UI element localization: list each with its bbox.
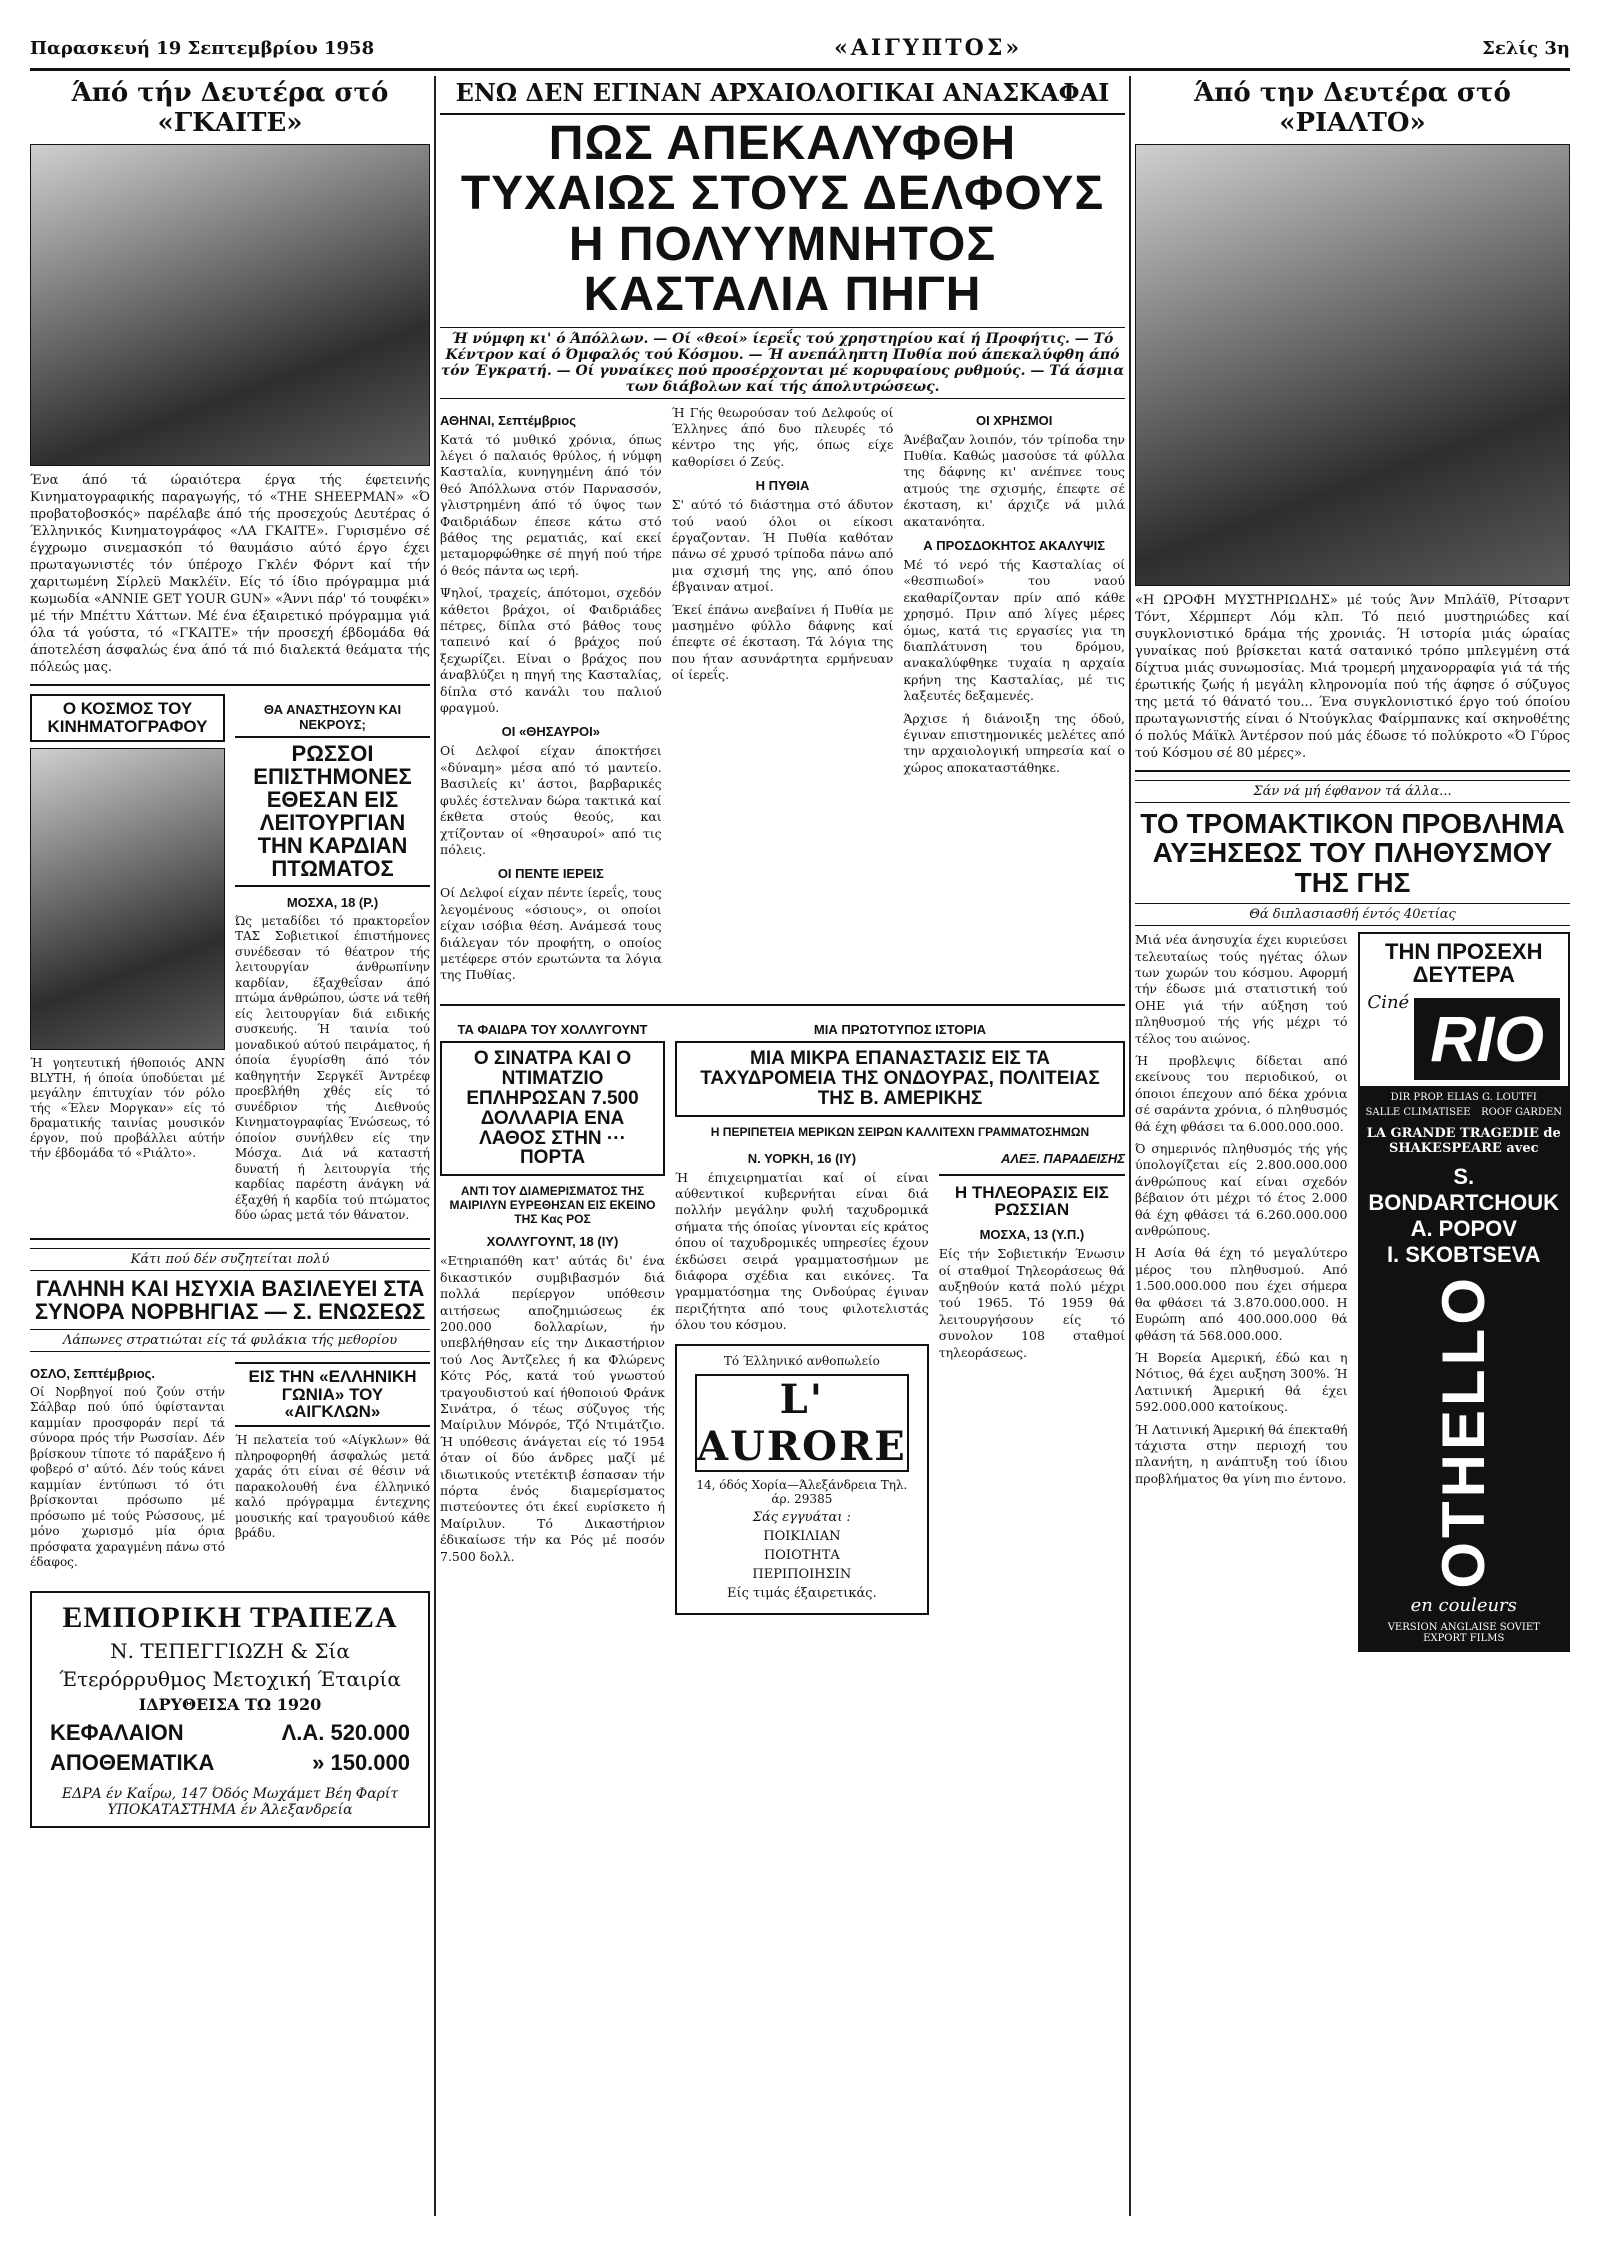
norway-body: Οί Νορβηγοί πού ζούν στήν Σάλβαρ πού ύπό ύφίστανται καμμίαν προσφοράν περί τά σύνορα πρός τήν Ρωσσίαν. Δέν βρίσκουν τίποτε τό παράξενο ή φοβερό σ' αύτό. Δέν τούς κάνει καμμίαν έντύπωσι τό ότι βρίσκονται πρόσωπο μέ πρόσωπο μέ τούς Ρώσσους, μέ μόνο χωρισμό μία όρια πρόσφατα χαραγμένη πάνω στό έδαφος. <box>30 1384 225 1570</box>
rio-cine-label: Ciné <box>1367 992 1410 1014</box>
lower-center <box>440 1014 1125 1615</box>
norway-col-b <box>235 1358 430 1577</box>
delphi-headline: ΠΩΣ ΑΠΕΚΑΛΥΦΘΗ ΤΥΧΑΙΩΣ ΣΤΟΥΣ ΔΕΛΦΟΥΣ Η ΠΟΛΥΥΜΝΗΤΟΣ ΚΑΣΤΑΛΙΑ ΠΗΓΗ <box>460 117 1105 322</box>
aurore-footer: Είς τιμάς έξαιρετικάς. <box>727 1585 877 1601</box>
gwnia-body: Ή πελατεία τού «Αίγκλων» θά πληροφορηθή άσφαλώς μετά χαράς ότι είναι σέ θέσιν νά παρακολουθή ένα έλληνικό καλό πρόγραμμα έντεχνης μουσικής καί τραγουδιού κάθε βράδυ. <box>235 1433 430 1541</box>
rio-kicker: ΤΗΝ ΠΡΟΣΕΧΗ ΔΕΥΤΕΡΑ <box>1385 939 1543 988</box>
delphi-paragraph: Μέ τό νερό τής Κασταλίας οί «θεσπιωδοί» του ναού εκαθαρίζονταν πρίν από κάθε χρησμό. Πριν από λίγες μέρες όμως, κατά τις εργασίες για τη διαπλάτυνση του δρόμου, ανακαλύφθηκε τυχαία η αρχαία κρήνη της Κασταλίας, μέ τις λαξευτές δεξαμενές. <box>903 557 1126 704</box>
postal-subhead: Η ΠΕΡΙΠΕΤΕΙΑ ΜΕΡΙΚΩΝ ΣΕΙΡΩΝ ΚΑΛΛΙΤΕΧΝ ΓΡΑΜΜΑΤΟΣΗΜΩΝ <box>710 1124 1090 1139</box>
delphi-paragraph: Ψηλοί, τραχείς, άπότομοι, σχεδόν κάθετοι βράχοι, οί Φαιδριάδες πέτρες, δίπλα στό βάθος τους ταπεινό καί ό βράχος πού ξεχωρίζει. Είναι ο βράχος που άναβλύζει η πηγή της Κασταλίας, δίπλα στό κανάλι του παλιού φραγμού. <box>440 585 662 716</box>
aurore-item: ΠΟΙΟΤΗΤΑ <box>763 1547 840 1563</box>
norway-columns <box>30 1358 430 1577</box>
rio-logo: RIO <box>1414 998 1560 1080</box>
bank-owner: Ν. ΤΕΠΕΓΓΙΩΖΗ & Σία <box>110 1638 350 1663</box>
aurore-advertisement <box>675 1344 929 1615</box>
norway-headline: ΓΑΛΗΝΗ ΚΑΙ ΗΣΥΧΙΑ ΒΑΣΙΛΕΥΕΙ ΣΤΑ ΣΥΝΟΡΑ ΝΟΡΒΗΓΙΑΣ — Σ. ΕΝΩΣΕΩΣ <box>34 1275 426 1324</box>
bank-type: Έτερόρρυθμος Μετοχική Έταιρία <box>59 1666 401 1691</box>
norway-kicker: Κάτι πού δέν συζητείται πολύ <box>30 1248 430 1271</box>
sinatra-subhead: ΑΝΤΙ ΤΟΥ ΔΙΑΜΕΡΙΣΜΑΤΟΣ ΤΗΣ ΜΑΙΡΙΛΥΝ ΕΥΡΕΘΗΣΑΝ ΕΙΣ ΕΚΕΙΝΟ ΤΗΣ Κας ΡΟΣ <box>449 1184 656 1227</box>
delphi-section-title: Η ΠΥΘΙΑ <box>755 478 810 494</box>
delphi-subhead: Ή νύμφη κι' ό Άπόλλων. — Οί «θεοί» ίερεΐς τού χρηστηρίου καί ή Προφήτις. — Τό Κέντρον καί ό Όμφαλός τού Κόσμου. — Ή ανεπάληπτη Πυθία πού άπεκαλύφθη άπό τόν Έγκρατή. — Οί γυναίκες πού προσέρχονται μέ κορυφαίους ρυθμούς. — Τά άσμια των διάβολων καί τής άπολυτρώσεως. <box>440 327 1125 399</box>
rio-cast-member: A. POPOV <box>1410 1216 1517 1242</box>
sinatra-headline: Ο ΣΙΝΑΤΡΑ ΚΑΙ Ο ΝΤΙΜΑΤΖΙΟ ΕΠΛΗΡΩΣΑΝ 7.500 ΔΟΛΛΑΡΙΑ ΕΝΑ ΛΑΘΟΣ ΣΤΗΝ ··· ΠΟΡΤΑ <box>440 1041 665 1177</box>
aurore-brand: L' AURORE <box>697 1375 907 1470</box>
population-paragraph: Μιά νέα άνησυχία έχει κυριεύσει τελευταίως τούς ηγέτας όλων των χωρών του κόσμου. Αφορμή τήν έδωσε μιά στατιστική τού ΟΗΕ γιά τήν αύξηση τού πληθυσμού τής γής μέχρι τό τέλος του αιώνος. <box>1135 932 1348 1046</box>
population-col-b <box>1358 932 1571 1652</box>
postal-col-b <box>939 1143 1125 1615</box>
delphi-col-a <box>440 405 662 990</box>
postal-kicker: ΜΙΑ ΠΡΩΤΟΤΥΠΟΣ ΙΣΤΟΡΙΑ <box>813 1021 987 1037</box>
delphi-col-c <box>903 405 1125 990</box>
column-rule <box>1129 76 1131 2216</box>
population-paragraph: Ή προβλεψις δίδεται από εκείνους του περιοδικού, οι όποιοι έπεχουν από δέκα χρόνια σέ σαράντα χρόνια, ό πληθυσμός θά έχη φθάσει τα 6.000.000.000. <box>1135 1053 1348 1134</box>
goethe-kicker: Άπό τήν Δευτέρα στό «ΓΚΑΙΤΕ» <box>71 78 389 138</box>
aurore-address: 14, όδός Χορία—Άλεξάνδρεια Τηλ. άρ. 29385 <box>696 1477 908 1506</box>
postal-col-a <box>675 1143 929 1615</box>
population-subhead: Θά διπλασιασθή έντός 40ετίας <box>1135 903 1570 926</box>
heart-headline: ΡΩΣΣΟΙ ΕΠΙΣΤΗΜΟΝΕΣ ΕΘΕΣΑΝ ΕΙΣ ΛΕΙΤΟΥΡΓΙΑΝ ΤΗΝ ΚΑΡΔΙΑΝ ΠΤΩΜΑΤΟΣ <box>235 736 430 887</box>
delphi-paragraph: Οί Δελφοί είχαν άποκτήσει «δύναμη» μέσα από τό μαντείο. Βασιλείς κι' άστοι, βαρβαρικές φυλές έστελναν δώρα τακτικά καί έκθετα στούς θεούς, και χτίζονταν οί «θησαυροί» από τις πόλεις. <box>440 743 662 857</box>
divider <box>30 684 430 686</box>
tv-body: Είς τήν Σοβιετικήν Ένωσιν οί σταθμοί Τηλεοράσεως θά αυξηθούν κατά πολύ μέχρι τού 1965. Τό 1959 θά λειτουργήσουν είς τό συνολον 108 σταθμοί τηλεοράσεως. <box>938 1246 1125 1360</box>
rio-film-title: OTHELLO <box>1430 1274 1498 1589</box>
center-column <box>440 76 1125 1615</box>
heart-dateline: ΜΟΣΧΑ, 18 (Ρ.) <box>286 894 379 910</box>
delphi-paragraph: Κατά τό μυθικό χρόνια, όπως λέγει ό παλαιός θρύλος, ή νύμφη Κασταλία, κυνηγημένη άπό τόν θεό Άπόλλωνα στόν Παρνασσόν, γλιστρημένη άπό τό ύψος των Φαιδριάδων έπεσε κάτω στό βάθος της ρεματιάς, καί εκεί μεταμορφώθηκε σέ πηγή πού τήρε ό θεός πάντα ως ιερή. <box>440 431 662 578</box>
delphi-col-b <box>672 405 894 990</box>
sinatra-dateline: ΧΟΛΛΥΓΟΥΝΤ, 18 (ΙΥ) <box>486 1234 619 1250</box>
cinema-and-heart <box>30 694 430 1230</box>
rio-banner <box>1360 1086 1569 1650</box>
population-paragraph: Ή Βορεία Αμερική, έδώ και η Νότιος, θά έχει αυξηση 300%. Ή Λατινική Άμερική θά έχει 592.000.000 κατοίκους. <box>1135 1349 1348 1415</box>
bank-capital-label: ΚΕΦΑΛΑΙΟΝ <box>50 1719 184 1745</box>
bank-founded: ΙΔΡΥΘΕΙΣΑ ΤΩ 1920 <box>138 1694 322 1714</box>
rio-colour-note: en couleurs <box>1410 1595 1517 1616</box>
heart-body: Ώς μεταδίδει τό πρακτορεΐον ΤΑΣ Σοβιετικοί έπιστήμονες συνέδεσαν τό θέατρον τής λειτουργίαν άνθρωπίνην καρδίαν, έξαχθεΐσαν άπό πτώμα άνθρώπου, ώστε νά τεθή είς λειτουργίαν διά ειδικής συσκευής. Ή ταινία τού μοναδικού αύτού πειράματος, ή όποία έγυρίσθη άπό τόν καθηγητήν Σεργκέϊ Άντρέεφ προεβλήθη χθές είς τό συνέδριον τής Διεθνούς Κινηματογραφίας Ένώσεως, τό όποίον συνήλθεν είς την Μόσχα. Διά νά καταστή δυνατή ή λειτουργία τής καρδίας παρέστη άνάγκη νά έξαχθή ή καρδία τού πτώματος δύο ώρας μετά τόν θάνατον. <box>235 913 430 1223</box>
divider <box>939 1174 1125 1176</box>
bank-reserves-value: » 150.000 <box>312 1749 410 1775</box>
population-headline: ΤΟ ΤΡΟΜΑΚΤΙΚΟΝ ΠΡΟΒΛΗΜΑ ΑΥΞΗΣΕΩΣ ΤΟΥ ΠΛΗΘΥΣΜΟΥ ΤΗΣ ΓΗΣ <box>1140 808 1565 898</box>
bank-name: ΕΜΠΟΡΙΚΗ ΤΡΑΠΕΖΑ <box>62 1600 398 1634</box>
postal-body: Ή έπιχειρηματίαι καί οί είναι αύθεντικοί κυβερνήται είναι διά πολλήν μεγάλην φυλή ταχυδρομικά σήματα τής όποίας γίνονται είς κράτος όπου οί ταχυδρομικές υπηρεσίες έχουν έκδώσει σειρά γραμματοσήμων με διάφορα σχέδια και εικόνες. Τα γραμματόσημα της Ονδούρας έγιναν περιζήτητα από τους φιλοτελιστάς όλου του κόσμου. <box>675 1169 929 1333</box>
left-column <box>30 76 430 1828</box>
postal-headline: ΜΙΑ ΜΙΚΡΑ ΕΠΑΝΑΣΤΑΣΙΣ ΕΙΣ ΤΑ ΤΑΧΥΔΡΟΜΕΙΑ ΤΗΣ ΟΝΔΟΥΡΑΣ, ΠΟΛΙΤΕΙΑΣ ΤΗΣ Β. ΑΜΕΡΙΚΗΣ <box>675 1041 1125 1117</box>
rio-amenities <box>1366 1107 1563 1118</box>
rio-roof: ROOF GARDEN <box>1481 1107 1562 1119</box>
rio-cast-member: S. BONDARTCHOUK <box>1368 1164 1560 1216</box>
norway-col-a <box>30 1358 225 1577</box>
delphi-dateline: ΑΘΗΝΑΙ, Σεπτέμβριος <box>440 412 576 428</box>
delphi-paragraph: Έκεί έπάνω ανεβαίνει ή Πυθία με μασημένο φύλλο δάφνης καί έπεφτε σέ έκσταση. Τά λόγια της που ήταν ασυνάρτητα ερμήνευαν οί ίερεΐς. <box>671 601 894 683</box>
postal-signature: ΑΛΕΞ. ΠΑΡΑΔΕΙΣΗΣ <box>1000 1150 1125 1166</box>
delphi-paragraph: Ή Γής θεωρούσαν τού Δελφούς οί Έλληνες άπό δυο πλευρές τό κέντρο της γής, όπως είχε καθορίσει ό Ζεύς. <box>671 404 894 469</box>
tv-dateline: ΜΟΣΧΑ, 13 (Υ.Π.) <box>979 1227 1085 1243</box>
gwnia-kicker: ΕΙΣ ΤΗΝ «ΕΛΛΗΝΙΚΗ ΓΩΝΙΑ» ΤΟΥ «ΑΙΓΚΛΩΝ» <box>235 1362 430 1428</box>
population-col-a <box>1135 932 1348 1652</box>
rio-director: DIR PROP. ELIAS G. LOUTFI <box>1390 1092 1537 1104</box>
aurore-item: ΠΟΙΚΙΛΙΑΝ <box>763 1528 841 1544</box>
ann-blyth-caption: Ή γοητευτική ήθοποιός ΑΝΝ ΒLYTH, ή όποία ύποδύεται μέ μεγάλην έπιτυχίαν τόν ρόλο τής «Έλεν Μοργκαν» είς τό δραματικής ταινίας μουσικόν έργον, πού προβάλλει αύτήν τήν έβδομάδα τό «Ριάλτο». <box>30 1055 225 1160</box>
postal-article <box>675 1014 1125 1615</box>
column-rule <box>434 76 436 2216</box>
bank-advertisement <box>30 1591 430 1828</box>
norway-dateline: ΟΣΛΟ, Σεπτέμβριος. <box>30 1365 156 1381</box>
population-paragraph: Η Ασία θά έχη τό μεγαλύτερο μέρος του πληθυσμού. Από 1.500.000.000 που έχει σήμερα θα φθάσει τά 3.870.000.000. Η Ευρώπη από 400.000.000 θά φθάση τά 568.000.000. <box>1135 1245 1348 1343</box>
population-paragraph: Ή Λατινική Άμερική θά έπεκταθή τάχιστα στην περιοχή του πλανήτη, η ανάπτυξη τού ίδιου προβλήματος θα γίνη πιο έντονο. <box>1135 1421 1348 1486</box>
rio-tagline: LA GRANDE TRAGEDIE de SHAKESPEARE avec <box>1366 1126 1561 1157</box>
rio-salle: SALLE CLIMATISEE <box>1365 1107 1471 1119</box>
divider <box>1135 770 1570 772</box>
delphi-section-title: ΟΙ ΠΕΝΤΕ ΙΕΡΕΙΣ <box>497 866 604 882</box>
delphi-section-title: Α ΠΡΟΣΔΟΚΗΤΟΣ ΑΚΑΛΥΨΙΣ <box>923 538 1106 553</box>
rialto-caption: «Η ΩΡΟΦΗ ΜΥΣΤΗΡΙΩΔΗΣ» μέ τούς Άνν Μπλάϊθ, Ρίτσαρντ Τόντ, Χέρμπερτ Λόμ κλπ. Τό πειό μυστηριώδες καί συγκλονιστικό δράμα τής χρονιάς. Ή ιστορία μιάς ώραίας γυναίκας πού βρίσκεται κατά σατανικό τρόπο μπλεγμένη στά δίχτυα μιάς συνωμοσίας. Μιά τρομερή μηχανορραφία γιά τά τής έρωτικής ζωής ή μεγάλη κληρονομία πού τής άφησε ό σύζυγος της μετά τό θάνατό του... Ένα συγκλονιστικό έργο τού όποίου πρωταγωνιστής είναι ό Ντούγκλας Φαίρμπανκς καί σκηνοθέτης ό πολύς Μάϊκλ Άντέρσον πού μάς έδωσε τό πολύκροτο «Ό Γύρος τού Κόσμου σέ 80 μέρες». <box>1135 593 1570 761</box>
sheepman-caption: Ένα άπό τά ώραιότερα έργα τής έφετεινής Κινηματογραφικής παραγωγής, τό «ΤΗΕ SHEEPMAN» «Ό προβατοβοσκός» παρέλαβε άπό τής προσεχούς Δευτέρας ό Έλληνικός Κινηματογράφος «ΛΑ ΓΚΑΙΤΕ». Γυρισμένο σέ έγχρωμο σινεμασκόπ τό θαυμάσιο αύτό έργο έχει πρωταγωνιστές τόν ύπέροχο Γκλέν Φόρντ καί τήν χαριτωμένη Σίρλεϋ Μακλέϊν. Είς τό ίδιο πρόγραμμα μιά κωμωδία «ANNIE GET YOUR GUN» «Άννι πάρ' τό τουφέκι» μέ τήν Μπέττυ Χάττων. Μέ ένα έξαιρετικό πρόγραμμα γιά όλα τά γούστα, τό «ΓΚΑΙΤΕ» τήν προσεχή έβδομάδα θά άποτελέση άσφαλώς ένα άπό τά πιό διαλεκτά θεάματα τής πόλεώς μας. <box>30 473 430 675</box>
cinema-world-title: Ο ΚΟΣΜΟΣ ΤΟΥ ΚΙΝΗΜΑΤΟΓΡΑΦΟΥ <box>30 694 225 742</box>
bank-capital-row <box>40 1718 420 1748</box>
bank-reserves-row <box>40 1748 420 1778</box>
aurore-item: ΠΕΡΙΠΟΙΗΣΙΝ <box>752 1566 852 1582</box>
bank-reserves-label: ΑΠΟΘΕΜΑΤΙΚΑ <box>50 1749 215 1775</box>
rio-cast-member: I. SKOBTSEVA <box>1386 1242 1541 1268</box>
sinatra-body: «Ετηριαπόθη κατ' αύτάς δι' ένα δικαστικόν συμβιβασμόν διά πολλά περίεργον υπόθεσιν αιτήσεως αποζημιώσεως έκ 200.000 δολλαρίων, ήν υπεβλήθησαν είς την Δικαστήριον τού Λος Άντζελες ή κα Φλώρενς Κότς Ρός, κατά τού γνωστού τραγουδιστού καί ήθοποιού Φράνκ Σινάτρα, ό τέως σύζυγος τής Μαίριλυν Μόνρόε, Τζό Ντιμάτζιο. Ή υπόθεσις άνάγεται είς τό 1954 όταν οί δύο άνδρες μαζί μέ ιδιωτικούς ντετέκτιβ έσπασαν τήν πόρτα ένός διαμερίσματος πιστεύοντες ότι έκεί ευρίσκετο ή Μαίριλυν. Τό Δικαστήριον έδικαίωσε τήν κα Ρός μέ ποσόν 7.500 δολλ. <box>440 1253 665 1564</box>
delphi-section-title: ΟΙ «ΘΗΣΑΥΡΟΙ» <box>501 724 601 740</box>
delphi-paragraph: Άρχισε ή διάνοιξη της όδού, έγιναν επιστημονικές μελέτες από την αρχαιολογική υπηρεσία καί ο χώρος αποκαταστάθηκε. <box>903 710 1126 775</box>
bank-capital-value: Λ.Α. 520.000 <box>281 1719 410 1745</box>
postal-dateline: Ν. ΥΟΡΚΗ, 16 (ΙΥ) <box>747 1150 857 1166</box>
right-column <box>1135 76 1570 1652</box>
delphi-paragraph: Οί Δελφοί είχαν πέντε ίερεΐς, τους λεγομένους «όσιους», οι οποίοι είχαν ισόβια θέση. Ανάμεσά τους διάλεγαν τόν προφήτη, ο οποίος μετέφερε στόν ερωτώντα τα λόγια της Πυθίας. <box>440 885 662 983</box>
sinatra-article <box>440 1014 665 1615</box>
aurore-items-intro: Σάς εγγυάται : <box>752 1509 851 1525</box>
rio-footer: VERSION ANGLAISE SOVIET EXPORT FILMS <box>1387 1622 1540 1644</box>
norway-subhead: Λάπωνες στρατιώται είς τά φυλάκια τής μεθορίου <box>30 1329 430 1352</box>
ann-blyth-photo <box>30 748 225 1050</box>
masthead <box>30 28 1570 71</box>
tv-headline: Η ΤΗΛΕΟΡΑΣΙΣ ΕΙΣ ΡΩΣΣΙΑΝ <box>954 1182 1109 1220</box>
delphi-section-title: ΟΙ ΧΡΗΣΜΟΙ <box>975 412 1053 428</box>
sheepman-photo <box>30 144 430 466</box>
masthead-paper-name: «ΑΙΓΥΠΤΟΣ» <box>834 35 1023 61</box>
rialto-kicker: Άπό την Δευτέρα στό «ΡΙΑΛΤΟ» <box>1194 78 1511 138</box>
population-kicker: Σάν νά μή έφθανον τά άλλα... <box>1135 780 1570 803</box>
delphi-columns <box>440 405 1125 990</box>
heart-kicker: ΘΑ ΑΝΑΣΤΗΣΟΥΝ ΚΑΙ ΝΕΚΡΟΥΣ; <box>263 702 402 732</box>
rialto-photo <box>1135 144 1570 586</box>
heart-article <box>235 694 430 1230</box>
population-paragraph: Ό σημερινός πληθυσμός τής γής ύπολογίζεται είς 2.800.000.000 άνθρώπους καί είναι σχεδόν βέβαιον ότι μέχρι τό έτος 2.000 θά έχη φθάσει τά 6.260.000.000 ανθρώπους. <box>1135 1141 1348 1239</box>
delphi-paragraph: Άνέβαζαν λοιπόν, τόν τρίποδα την Πυθία. Καθώς μασούσε τά φύλλα της δάφνης κι' ανέπνεε τους ατμούς τηε σχισμής, έπεφτε σέ έκσταση, κι' άρχιζε νά μιλά ακατανόητα. <box>903 431 1126 529</box>
postal-columns <box>675 1143 1125 1615</box>
masthead-date: Παρασκευή 19 Σεπτεμβρίου 1958 <box>30 37 375 59</box>
cinema-world-block <box>30 694 225 1230</box>
bank-address: ΕΔΡΑ έν Καΐρω, 147 Όδός Μωχάμετ Βέη Φαρίτ ΥΠΟΚΑΤΑΣΤΗΜΑ έν Άλεξανδρεία <box>61 1785 399 1818</box>
divider <box>30 1238 430 1240</box>
masthead-page-number: Σελίς 3η <box>1482 37 1570 59</box>
sinatra-kicker: ΤΑ ΦΑΙΔΡΑ ΤΟΥ ΧΟΛΛΥΓΟΥΝΤ <box>457 1021 648 1037</box>
delphi-kicker: ΕΝΩ ΔΕΝ ΕΓΙΝΑΝ ΑΡΧΑΙΟΛΟΓΙΚΑΙ ΑΝΑΣΚΑΦΑΙ <box>455 78 1110 107</box>
population-columns <box>1135 932 1570 1652</box>
rio-cinema-advertisement <box>1358 932 1571 1652</box>
aurore-intro: Τό Έλληνικό ανθοπωλείο <box>723 1353 880 1368</box>
delphi-paragraph: Σ' αύτό τό διάστημα στό άδυτον τού ναού όλοι οι είκοσι έργαζονταν. Ή Πυθία καθόταν πάνω σέ χρυσό τρίποδα πάνω από μια σχισμή της γης, από όπου έβγαιναν ατμοί. <box>671 497 894 595</box>
rio-logo-block <box>1360 992 1569 1086</box>
divider <box>440 113 1125 115</box>
divider <box>440 1004 1125 1006</box>
